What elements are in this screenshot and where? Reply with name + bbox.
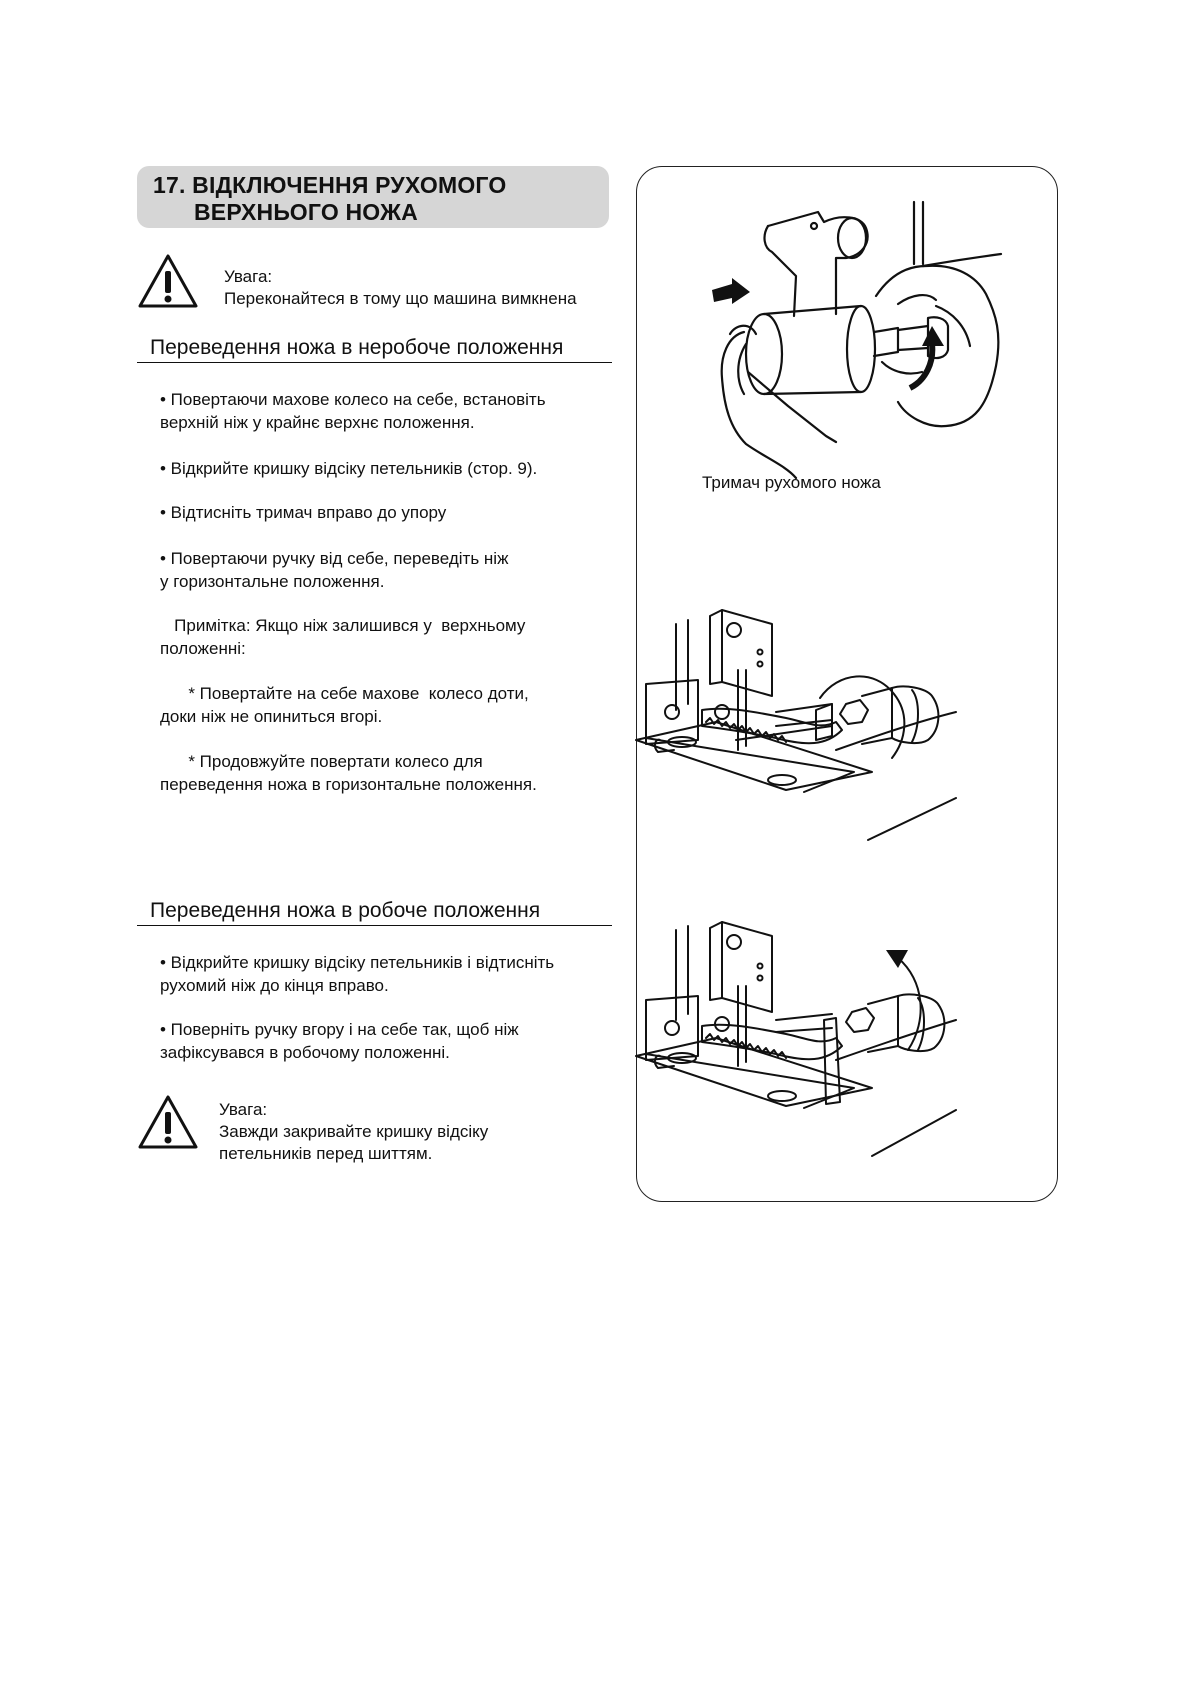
s1-p2-line1: • Відкрийте кришку відсіку петельників (стор. 9). xyxy=(160,459,538,478)
section-title-line2: ВЕРХНЬОГО НОЖА xyxy=(194,199,418,225)
s1-p1-line2: верхній ніж у крайнє верхнє положення. xyxy=(160,413,475,432)
s2-p2-line2: зафіксувався в робочому положенні. xyxy=(160,1043,450,1062)
warning-triangle-icon xyxy=(137,1094,199,1150)
s2-p1-line1: • Відкрийте кришку відсіку петельників і відтисніть xyxy=(160,953,555,972)
s1-p3-line1: • Відтисніть тримач вправо до упору xyxy=(160,503,447,522)
warning1-text: Переконайтеся в тому що машина вимкнена xyxy=(224,289,577,308)
s1-p7-line1: * Продовжуйте повертати колесо для xyxy=(160,752,483,771)
warning2-line1: Завжди закривайте кришку відсіку xyxy=(219,1122,489,1141)
s1-note-line2: положенні: xyxy=(160,639,246,658)
s1-note-line1: Примітка: Якщо ніж залишився у верхньому xyxy=(160,616,526,635)
section1-heading: Переведення ножа в неробоче положення xyxy=(150,336,564,359)
knife-disengaged-illustration xyxy=(636,600,1058,860)
s1-p4-line1: • Повертаючи ручку від себе, переведіть ніж xyxy=(160,549,509,568)
s1-p7-line2: переведення ножа в горизонтальне положення. xyxy=(160,775,537,794)
warning2-line2: петельників перед шиттям. xyxy=(219,1144,433,1163)
section1-rule xyxy=(137,362,612,363)
warning1-label: Увага: xyxy=(224,267,273,286)
knife-engaged-illustration xyxy=(636,920,1058,1180)
s1-p6-line2: доки ніж не опиниться вгорі. xyxy=(160,707,383,726)
s1-p1-line1: • Повертаючи махове колесо на себе, встановіть xyxy=(160,390,546,409)
s1-p4-line2: у горизонтальне положення. xyxy=(160,572,385,591)
section2-heading: Переведення ножа в робоче положення xyxy=(150,899,541,922)
s2-p2-line1: • Поверніть ручку вгору і на себе так, щоб ніж xyxy=(160,1020,519,1039)
knife-holder-illustration xyxy=(636,166,1058,496)
s2-p1-line2: рухомий ніж до кінця вправо. xyxy=(160,976,389,995)
warning2-label: Увага: xyxy=(219,1100,268,1119)
warning-triangle-icon xyxy=(137,253,199,309)
section-title-line1: 17. ВІДКЛЮЧЕННЯ РУХОМОГО xyxy=(153,172,507,198)
section-title-box xyxy=(137,166,609,228)
figure-caption: Тримач рухомого ножа xyxy=(702,473,881,492)
section2-rule xyxy=(137,925,612,926)
s1-p6-line1: * Повертайте на себе махове колесо доти, xyxy=(160,684,529,703)
